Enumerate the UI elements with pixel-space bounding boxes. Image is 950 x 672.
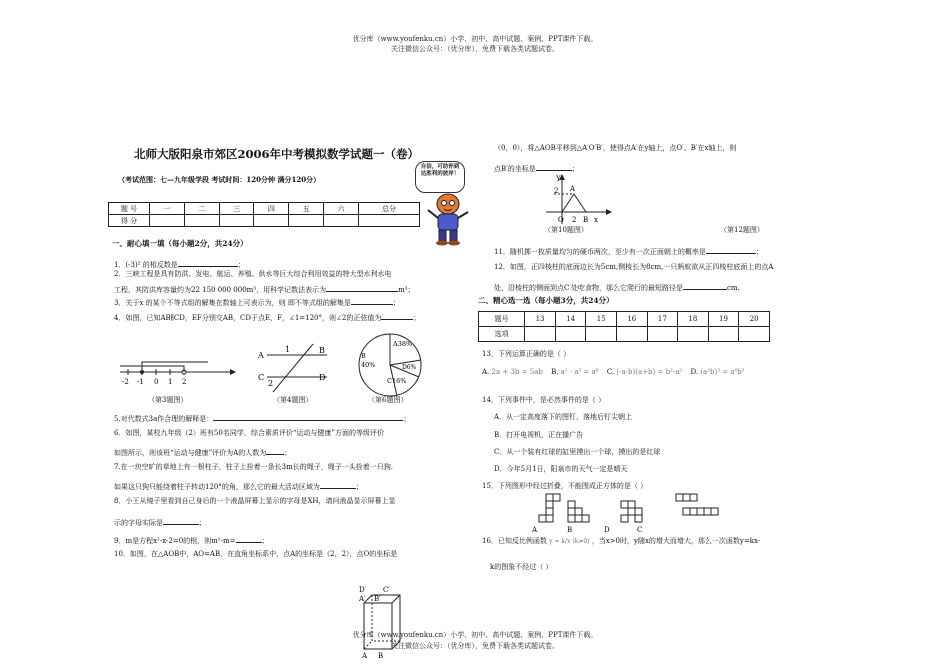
answer-cell[interactable] <box>586 327 617 342</box>
score-table-header: 一 <box>150 203 185 215</box>
q15-option-B[interactable]: B <box>567 526 573 534</box>
score-cell[interactable] <box>184 215 219 227</box>
q15-option-C[interactable]: C <box>637 526 643 534</box>
svg-text:2: 2 <box>572 216 577 224</box>
q13-option-label[interactable]: B. <box>551 368 559 376</box>
answer-table-header: 14 <box>555 312 586 327</box>
svg-text:B: B <box>378 652 384 659</box>
question-10-answer-line: 点B′的坐标是 ； <box>494 162 579 174</box>
question-13-options: A. 2a + 3b = 5ab B. a² · a³ = a⁶ C. (-a-b)(a+b) = b²-a² D. (a²b)³ = a⁶b³ <box>482 368 745 376</box>
question-6-line2: 如图所示，则该班“运动与健康”评价为A的人数为 ； <box>114 446 291 458</box>
question-14: 14．下列事件中，是必然事件的是（ ） <box>482 396 606 404</box>
pie-label-D: D6% <box>402 364 417 371</box>
svg-text:O: O <box>558 216 564 224</box>
answer-table-row-label: 选项 <box>479 327 525 342</box>
numberline-tick: -2 <box>122 378 129 386</box>
figure-3-number-line <box>118 350 236 394</box>
figure-6-pie-chart <box>355 330 425 400</box>
speech-bubble: 自信，可助你到达胜利的彼岸！ <box>415 161 465 193</box>
svg-text:B′: B′ <box>374 595 381 603</box>
answer-blank[interactable] <box>266 446 284 455</box>
score-table-row-label: 得 分 <box>109 215 150 227</box>
score-table-header: 六 <box>324 203 359 215</box>
svg-text:Y: Y <box>556 175 561 183</box>
figure-10-coordinate-graph <box>540 172 615 227</box>
score-table-header: 五 <box>289 203 324 215</box>
svg-text:A: A <box>258 351 264 360</box>
score-cell[interactable] <box>219 215 254 227</box>
answer-blank[interactable] <box>351 296 393 305</box>
numberline-tick: 2 <box>182 378 187 386</box>
figure-3-caption: （第3题图） <box>148 396 188 404</box>
q14-option-C[interactable]: C．从一个装有红球的缸里摸出一个球，摸出的是红球 <box>494 448 661 456</box>
score-table-header: 三 <box>219 203 254 215</box>
svg-text:1: 1 <box>285 345 291 354</box>
svg-text:B: B <box>583 216 589 224</box>
answer-blank[interactable] <box>683 281 727 290</box>
answer-table-header: 15 <box>586 312 617 327</box>
numberline-tick: -1 <box>137 378 144 386</box>
question-10: 10．如图，在△AOB中，AO=AB，在直角坐标系中，点A的坐标是（2，2），点O的坐标是 <box>114 550 398 558</box>
answer-blank[interactable] <box>381 311 413 320</box>
answer-cell[interactable] <box>739 327 770 342</box>
site-footer-line2: 关注微信公众号：（优分库），免费下载各类试题试卷。 <box>391 642 559 650</box>
question-16-line1: 16．已知反比例函数 y = k/x (k≠0) ，当x>0时，y随x的增大而增大，那么一次函数y=kx- <box>482 537 761 545</box>
figure-4-parallel-lines <box>255 340 335 396</box>
score-table-header: 题 号 <box>109 203 150 215</box>
svg-text:C′: C′ <box>383 586 390 594</box>
numberline-tick: 0 <box>154 378 159 386</box>
question-12-line1: 12．如图，正四棱柱的底面边长为5cm,侧棱长为8cm,一只蚂蚁欲从正四棱柱底面上的点A <box>494 263 774 271</box>
answer-cell[interactable] <box>647 327 678 342</box>
answer-table-header: 19 <box>708 312 739 327</box>
question-9: 9．m是方程x²-x-2=0的根，则m²-m= ； <box>114 534 269 546</box>
score-cell[interactable] <box>150 215 185 227</box>
answer-blank[interactable] <box>213 412 403 421</box>
score-cell[interactable] <box>359 215 420 227</box>
question-7-line1: 7.在一块空旷的草地上有一根柱子，柱子上拴着一条长3m长的绳子，绳子一头拴着一只狗. <box>114 463 393 471</box>
answer-blank[interactable] <box>706 245 756 254</box>
svg-text:D′: D′ <box>359 586 367 594</box>
answer-blank[interactable] <box>178 258 238 267</box>
question-10-continued: （0，0），将△AOB平移到△A′O′B′，使得点A′在y轴上，点O′、B′在x轴上，则 <box>494 144 737 152</box>
pie-label-C: C16% <box>387 377 407 385</box>
score-table-header: 二 <box>184 203 219 215</box>
svg-text:C: C <box>258 373 265 382</box>
figure-4-caption: （第4题图） <box>273 396 313 404</box>
answer-cell[interactable] <box>525 327 556 342</box>
question-3: 3．关于x 的某个不等式组的解集在数轴上可表示为，则 即不等式组的解集是 ； <box>114 296 400 308</box>
answer-table-header: 16 <box>616 312 647 327</box>
section2-heading: 二、精心选一选（每小题3分，共24分） <box>478 296 614 305</box>
answer-blank[interactable] <box>326 283 398 292</box>
site-footer-line1: 优分库（www.youfenku.cn）小学、初中、高中试题、案例、PPT课件下载。 <box>352 631 598 639</box>
question-8-line1: 8．小王从镜子里看到自己身后的一个液晶屏幕上显示的字母是XH，请问液晶显示屏幕上显 <box>114 497 396 505</box>
svg-text:A: A <box>570 185 576 193</box>
q13-option-label[interactable]: D. <box>690 368 699 376</box>
question-4: 4．如图，已知AB∥CD，EF分别交AB，CD于点E，F，∠1=120°，则∠2的正弦值为 ； <box>114 311 420 323</box>
question-15: 15．下列图形中经过折叠，不能围成正方体的是（ ） <box>482 482 648 490</box>
answer-cell[interactable] <box>555 327 586 342</box>
question-2-line1: 2．三峡工程是具有防洪、发电、航运、养殖、供水等巨大综合利用效益的特大型水利水电 <box>114 270 392 278</box>
score-table-header: 总分 <box>359 203 420 215</box>
question-13: 13．下列运算正确的是（ ） <box>482 350 571 358</box>
question-5: 5.对代数式3a作合理的解释是： ； <box>114 412 410 424</box>
figure-12-caption: （第12题图） <box>720 226 764 234</box>
svg-text:B: B <box>319 346 325 355</box>
score-cell[interactable] <box>254 215 289 227</box>
answer-blank[interactable] <box>320 480 356 489</box>
pie-label-B: B <box>361 352 366 360</box>
answer-cell[interactable] <box>616 327 647 342</box>
answer-cell[interactable] <box>678 327 709 342</box>
q13-option-label[interactable]: A. <box>482 368 490 376</box>
exam-title: 北师大版阳泉市郊区2006年中考模拟数学试题一（卷） <box>134 147 420 161</box>
pie-label-A: A38% <box>393 340 413 348</box>
question-1: 1．(-3)² 的相反数是 ； <box>114 258 245 270</box>
answer-table-header: 17 <box>647 312 678 327</box>
svg-text:A′: A′ <box>359 595 366 603</box>
answer-table-header: 题号 <box>479 312 525 327</box>
site-header-line1: 优分库（www.youfenku.cn）小学、初中、高中试题、案例、PPT课件下载。 <box>352 35 598 43</box>
question-2-line2: 工程，其防洪库容量约为22 150 000 000m³，用科学记数法表示为 m³； <box>114 283 415 295</box>
q14-option-B[interactable]: B．打开电视机，正在播广告 <box>494 431 584 439</box>
site-header-line2: 关注微信公众号：（优分库），免费下载各类试题试卷。 <box>391 45 559 53</box>
question-12-line2: 处，沿棱柱的侧面到点C′处吃食物，那么它爬行的最短路径是 cm. <box>494 281 740 293</box>
q13-option-label[interactable]: C. <box>606 368 615 376</box>
q14-option-A[interactable]: A．从一定高度落下的图钉，落地后钉尖朝上 <box>494 413 633 421</box>
answer-table-header: 18 <box>678 312 709 327</box>
score-cell[interactable] <box>289 215 324 227</box>
svg-text:A: A <box>362 652 368 659</box>
svg-text:2: 2 <box>268 379 274 388</box>
q15-option-A[interactable]: A <box>532 526 538 534</box>
score-table <box>108 202 420 227</box>
figure-6-caption: （第6题图） <box>368 396 408 404</box>
answer-table <box>478 311 770 342</box>
question-11: 11．随机掷一枚质量均匀的硬币两次，至少有一次正面朝上的概率是 ； <box>494 245 763 257</box>
score-cell[interactable] <box>324 215 359 227</box>
numberline-tick: 1 <box>168 378 173 386</box>
score-table-header: 四 <box>254 203 289 215</box>
question-16-line2: k的图象不经过（ ） <box>490 563 553 571</box>
svg-text:2: 2 <box>554 187 559 195</box>
q15-option-D[interactable]: D <box>604 526 610 534</box>
pie-label-B-percent: 40% <box>361 361 376 369</box>
question-7-line2: 如果这只狗只能绕着柱子转动120°的角，那么它的最大活动区域为 ； <box>114 480 363 492</box>
answer-table-header: 13 <box>525 312 556 327</box>
answer-cell[interactable] <box>708 327 739 342</box>
question-15-cube-nets <box>526 492 756 536</box>
answer-table-header: 20 <box>739 312 770 327</box>
answer-blank[interactable] <box>236 534 262 543</box>
answer-blank[interactable] <box>163 516 199 525</box>
cartoon-mascot-illustration <box>424 190 476 246</box>
question-6-line1: 6．如图，某校九年级（2）班有50名同学，综合素质评价“运动与健康”方面的等级评价 <box>114 429 384 437</box>
figure-10-caption: （第10题图） <box>544 226 588 234</box>
question-8-line2: 示的字母实际是 ； <box>114 516 206 528</box>
q14-option-D[interactable]: D．今年5月1日，阳泉市的天气一定是晴天 <box>494 465 628 473</box>
exam-scope: （考试范围：七—九年级学段 考试时间：120分钟 满分120分） <box>118 175 321 184</box>
svg-text:x: x <box>594 216 598 224</box>
section1-heading: 一、耐心填一填（每小题2分，共24分） <box>112 239 248 248</box>
svg-text:D: D <box>319 373 326 382</box>
answer-blank[interactable] <box>536 162 572 171</box>
